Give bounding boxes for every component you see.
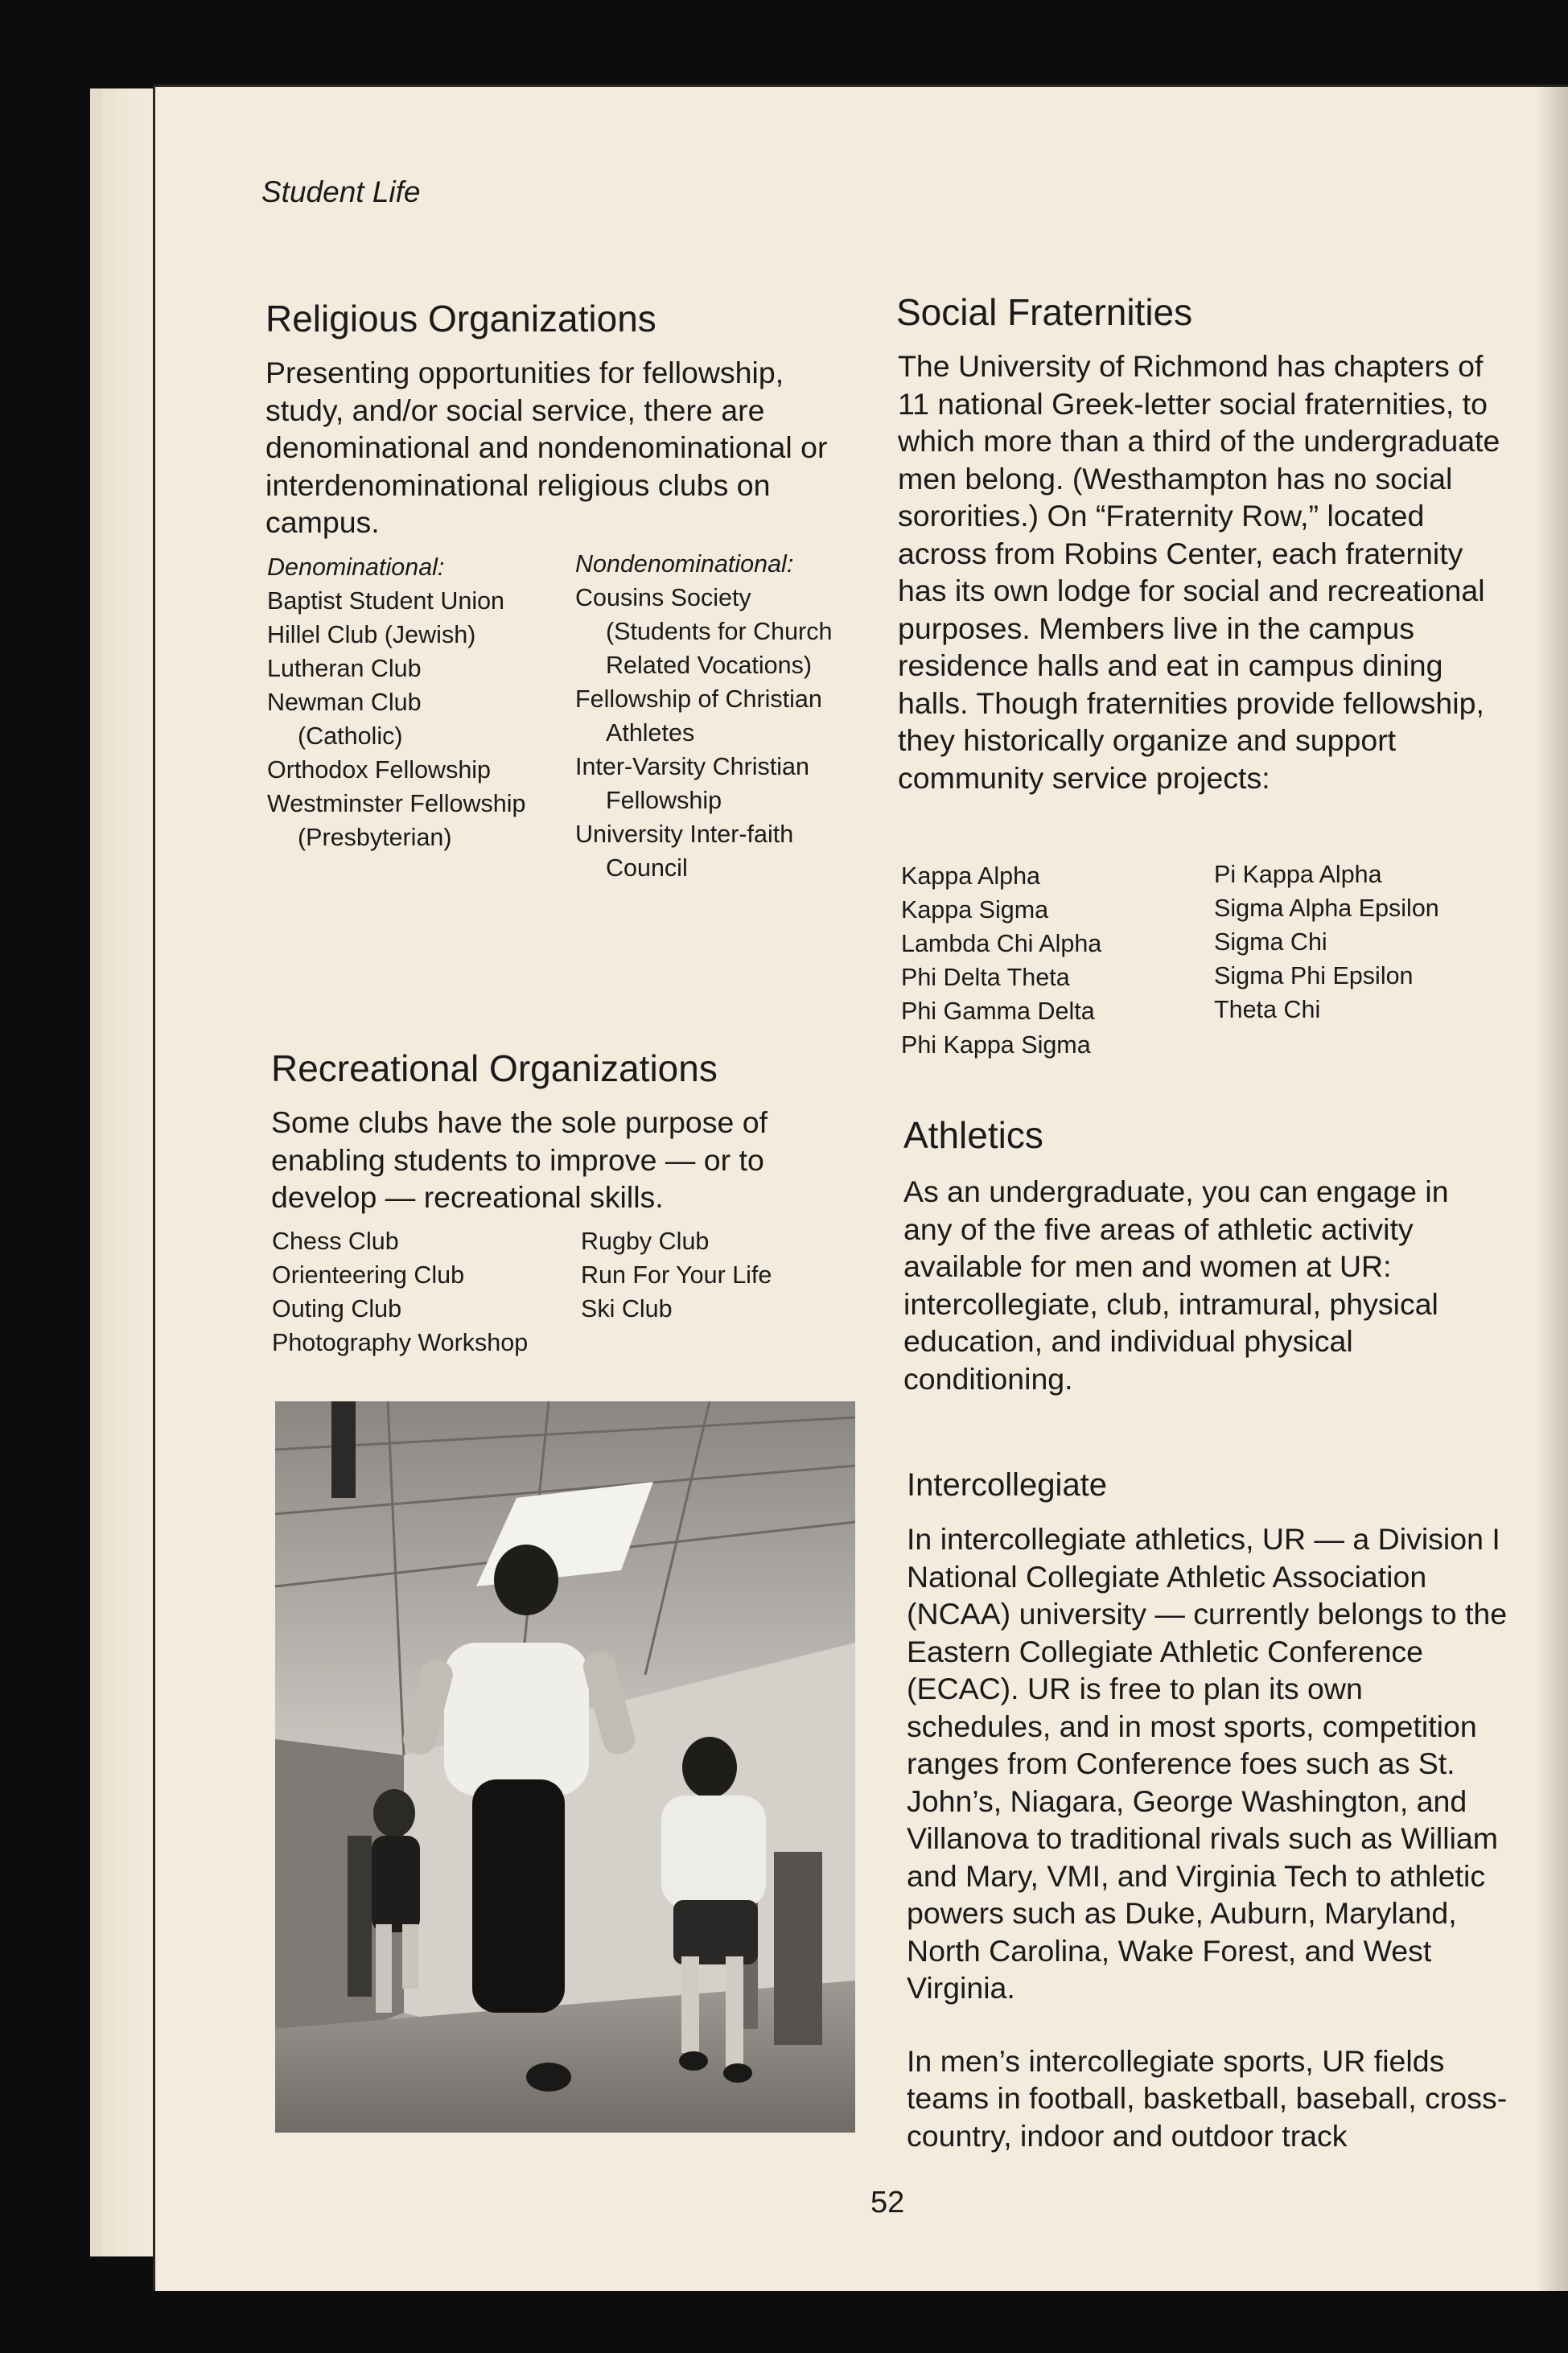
paragraph: In men’s intercollegiate sports, UR fields teams in football, basketball, baseball, cross-country, indoor and outdoor track — [907, 2043, 1508, 2153]
list-item: Westminster Fellowship (Presbyterian) — [267, 790, 526, 851]
recreational-list-1 — [272, 1224, 537, 1360]
list-item: Orienteering Club — [272, 1261, 465, 1289]
athletics-title: Athletics — [903, 1114, 1043, 1156]
list-item: Inter-Varsity Christian Fellowship — [575, 753, 809, 814]
list-item: Cousins Society (Students for Church Related Vocations) — [575, 584, 833, 679]
recreational-title: Recreational Organizations — [271, 1047, 718, 1089]
running-header: Student Life — [261, 175, 421, 208]
list-item: Baptist Student Union — [267, 587, 505, 615]
list-item: Chess Club — [272, 1228, 399, 1255]
intercollegiate-body — [907, 1520, 1510, 2190]
list-item: Orthodox Fellowship — [267, 756, 492, 784]
fraternities-title: Social Fraternities — [896, 291, 1193, 333]
list-item: Newman Club (Catholic) — [267, 689, 422, 750]
list-item: Sigma Chi — [1214, 928, 1327, 956]
paragraph: In intercollegiate athletics, UR — a Division I National Collegiate Athletic Association (NCAA) university — currently belongs to the Eastern Collegiate Athletic Conference (ECAC). UR is free to plan its own schedules, and in most sports, competition ranges from Conference foes such as St. John’s, Niagara, George Washington, and Villanova to traditional rivals such as William and Mary, VMI, and Virginia Tech to athletic powers such as Duke, Auburn, Maryland, North Carolina, Wake Forest, and West Virginia. — [907, 1522, 1508, 2005]
religious-intro: Presenting opportunities for fellowship, study, and/or social service, there are denominational and nondenominational or interdenominational religious clubs on campus. — [265, 356, 828, 539]
list-item: Lambda Chi Alpha — [901, 930, 1102, 957]
list-item: Theta Chi — [1214, 996, 1321, 1023]
list-item: Phi Delta Theta — [901, 964, 1070, 991]
recreational-intro: Some clubs have the sole purpose of enabling students to improve — or to develop — recreational skills. — [271, 1105, 768, 1214]
athletics-intro: As an undergraduate, you can engage in any of the five areas of athletic activity available for men and women at UR: intercollegiate, club, intramural, physical education, and individual physical conditioning. — [903, 1174, 1449, 1396]
list-item: University Inter-faith Council — [575, 821, 794, 882]
list-item: Hillel Club (Jewish) — [267, 621, 476, 648]
runners-in-hallway-photo — [275, 1401, 855, 2133]
page-shadow — [1536, 80, 1568, 2293]
list-item: Sigma Phi Epsilon — [1214, 962, 1414, 989]
list-item: Run For Your Life — [581, 1261, 772, 1289]
fraternities-list-2 — [1214, 858, 1520, 1026]
intercollegiate-title: Intercollegiate — [907, 1467, 1108, 1503]
list-item: Phi Gamma Delta — [901, 998, 1095, 1025]
religious-title: Religious Organizations — [265, 298, 656, 339]
page-number: 52 — [870, 2186, 905, 2219]
list-item: Phi Kappa Sigma — [901, 1031, 1091, 1059]
list-item: Lutheran Club — [267, 655, 422, 682]
nondenominational-heading: Nondenominational: — [575, 550, 794, 578]
list-item: Rugby Club — [581, 1228, 710, 1255]
list-item: Pi Kappa Alpha — [1214, 861, 1382, 888]
fraternities-list-1 — [901, 859, 1199, 1062]
denominational-heading: Denominational: — [267, 553, 445, 581]
list-item: Sigma Alpha Epsilon — [1214, 895, 1439, 922]
list-item: Fellowship of Christian Athletes — [575, 685, 822, 747]
nondenominational-list — [575, 547, 841, 885]
list-item: Ski Club — [581, 1295, 673, 1323]
list-item: Outing Club — [272, 1295, 402, 1323]
list-item: Kappa Alpha — [901, 862, 1040, 890]
list-item: Kappa Sigma — [901, 896, 1049, 924]
list-item: Photography Workshop — [272, 1329, 529, 1356]
fraternities-intro: The University of Richmond has chapters of 11 national Greek-letter social fraternities, to which more than a third of the undergraduate men belong. (Westhampton has no social sororities.) On “Fraternity Row,” located across from Robins Center, each fraternity has its own lodge for social and recreational purposes. Members live in the campus residence halls and eat in campus dining halls. Though fraternities provide fellowship, they historically organize and support community service projects: — [898, 349, 1500, 795]
denominational-list — [267, 550, 533, 854]
recreational-list-2 — [581, 1224, 846, 1326]
